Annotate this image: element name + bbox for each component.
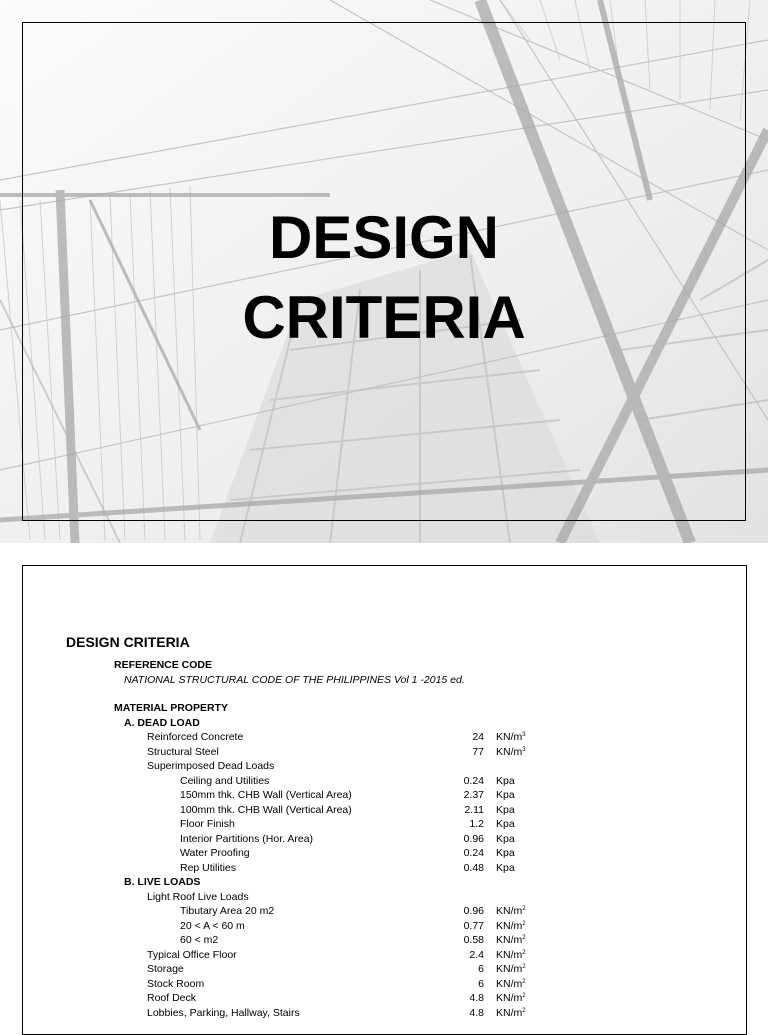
load-unit-text: KN/m <box>496 1006 523 1019</box>
load-value: 2.11 <box>464 803 484 816</box>
load-unit-text: Kpa <box>496 818 515 830</box>
reference-code-value: NATIONAL STRUCTURAL CODE OF THE PHILIPPINES Vol 1 -2015 ed. <box>124 673 465 686</box>
load-value: 2.4 <box>469 948 484 961</box>
load-row <box>23 730 746 745</box>
live-loads-heading-row <box>23 875 746 890</box>
load-value: 77 <box>472 745 484 758</box>
live-loads-label: B. LIVE LOADS <box>124 876 201 888</box>
load-unit <box>496 774 515 789</box>
load-unit <box>496 846 515 861</box>
load-row <box>23 890 746 905</box>
load-unit <box>496 832 515 847</box>
load-label: Floor Finish <box>180 818 235 830</box>
load-row <box>23 861 746 876</box>
page-title: DESIGN CRITERIA <box>66 634 190 650</box>
load-unit-exponent: 2 <box>522 949 526 956</box>
reference-code-row <box>23 658 746 673</box>
load-row <box>23 991 746 1006</box>
load-unit-exponent: 3 <box>522 732 526 738</box>
load-row <box>23 1006 746 1021</box>
load-unit-exponent: 2 <box>522 978 526 985</box>
load-label: Storage <box>147 963 184 975</box>
load-unit-text: Kpa <box>496 847 515 859</box>
load-unit-text: KN/m <box>496 963 523 975</box>
load-row <box>23 962 746 977</box>
load-unit-text: KN/m <box>496 948 523 961</box>
load-unit-exponent: 2 <box>522 1007 526 1014</box>
load-unit-text: Kpa <box>496 832 515 845</box>
load-label: 60 < m2 <box>180 934 219 946</box>
load-value: 6 <box>478 977 484 990</box>
load-unit-exponent: 2 <box>522 920 526 927</box>
load-unit-text: KN/m <box>496 992 523 1004</box>
load-row <box>23 977 746 992</box>
load-label: Structural Steel <box>147 745 219 758</box>
load-value: 1.2 <box>469 818 484 830</box>
load-label: Ceiling and Utilities <box>180 774 270 787</box>
load-unit-text: KN/m <box>496 977 523 990</box>
load-unit <box>496 1006 526 1021</box>
load-unit-exponent: 2 <box>522 906 526 912</box>
cover-title <box>0 198 768 358</box>
load-unit <box>496 861 515 876</box>
load-row <box>23 919 746 934</box>
load-unit <box>496 962 526 977</box>
load-value: 0.24 <box>463 847 484 859</box>
load-value: 4.8 <box>469 1006 484 1019</box>
load-row <box>23 832 746 847</box>
dead-load-label: A. DEAD LOAD <box>124 716 200 729</box>
load-unit-text: KN/m <box>496 731 523 743</box>
dead-load-heading-row <box>23 716 746 731</box>
load-unit-exponent: 2 <box>522 993 526 999</box>
load-label: Rep Utilities <box>180 861 237 874</box>
load-unit <box>496 919 526 934</box>
load-unit-text: KN/m <box>496 919 523 932</box>
load-label: Stock Room <box>147 977 205 990</box>
load-unit <box>496 745 526 760</box>
load-value: 0.96 <box>463 832 484 845</box>
load-value: 0.77 <box>463 919 484 932</box>
load-value: 0.48 <box>463 861 484 874</box>
material-property-label: MATERIAL PROPERTY <box>114 702 228 714</box>
load-label: 150mm thk. CHB Wall (Vertical Area) <box>180 789 352 801</box>
load-label: 20 < A < 60 m <box>180 919 245 932</box>
load-row <box>23 788 746 803</box>
reference-code-label: REFERENCE CODE <box>114 659 213 671</box>
design-criteria-page <box>22 565 747 1035</box>
load-label: 100mm thk. CHB Wall (Vertical Area) <box>180 803 352 816</box>
load-unit <box>496 933 526 948</box>
load-row <box>23 759 746 774</box>
load-unit <box>496 788 515 803</box>
load-unit <box>496 991 526 1006</box>
load-unit-exponent: 2 <box>522 964 526 970</box>
load-value: 2.37 <box>463 789 484 801</box>
load-row <box>23 904 746 919</box>
load-unit-text: Kpa <box>496 789 515 801</box>
material-property-row <box>23 701 746 716</box>
load-unit-exponent: 3 <box>522 746 526 753</box>
load-row <box>23 846 746 861</box>
load-value: 4.8 <box>469 992 484 1004</box>
load-label: Tibutary Area 20 m2 <box>180 905 275 917</box>
load-value: 0.96 <box>463 905 484 917</box>
reference-code-value-row <box>23 673 746 688</box>
cover-title-line-1: DESIGN <box>268 204 500 271</box>
load-label: Interior Partitions (Hor. Area) <box>180 832 314 845</box>
load-unit <box>496 803 515 818</box>
load-unit <box>496 904 526 919</box>
load-label: Roof Deck <box>147 992 197 1004</box>
load-unit-text: Kpa <box>496 774 515 787</box>
load-unit <box>496 977 526 992</box>
load-unit-text: Kpa <box>496 861 515 874</box>
load-unit <box>496 948 526 963</box>
load-value: 24 <box>472 731 484 743</box>
load-row <box>23 817 746 832</box>
load-row <box>23 745 746 760</box>
load-label: Lobbies, Parking, Hallway, Stairs <box>147 1006 300 1019</box>
load-label: Reinforced Concrete <box>147 731 244 743</box>
load-label: Typical Office Floor <box>147 948 237 961</box>
load-unit-text: Kpa <box>496 803 515 816</box>
load-value: 6 <box>478 963 484 975</box>
load-unit <box>496 730 526 745</box>
load-label: Superimposed Dead Loads <box>147 760 275 772</box>
load-row <box>23 933 746 948</box>
load-row <box>23 774 746 789</box>
cover-title-line-2: CRITERIA <box>242 284 526 351</box>
load-value: 0.24 <box>463 774 484 787</box>
load-value: 0.58 <box>463 934 484 946</box>
load-unit <box>496 817 515 832</box>
load-row <box>23 803 746 818</box>
load-unit-text: KN/m <box>496 905 523 917</box>
load-row <box>23 948 746 963</box>
load-label: Water Proofing <box>180 847 250 859</box>
load-label: Light Roof Live Loads <box>147 890 249 903</box>
load-unit-text: KN/m <box>496 745 523 758</box>
load-unit-exponent: 2 <box>522 935 526 941</box>
load-unit-text: KN/m <box>496 934 523 946</box>
